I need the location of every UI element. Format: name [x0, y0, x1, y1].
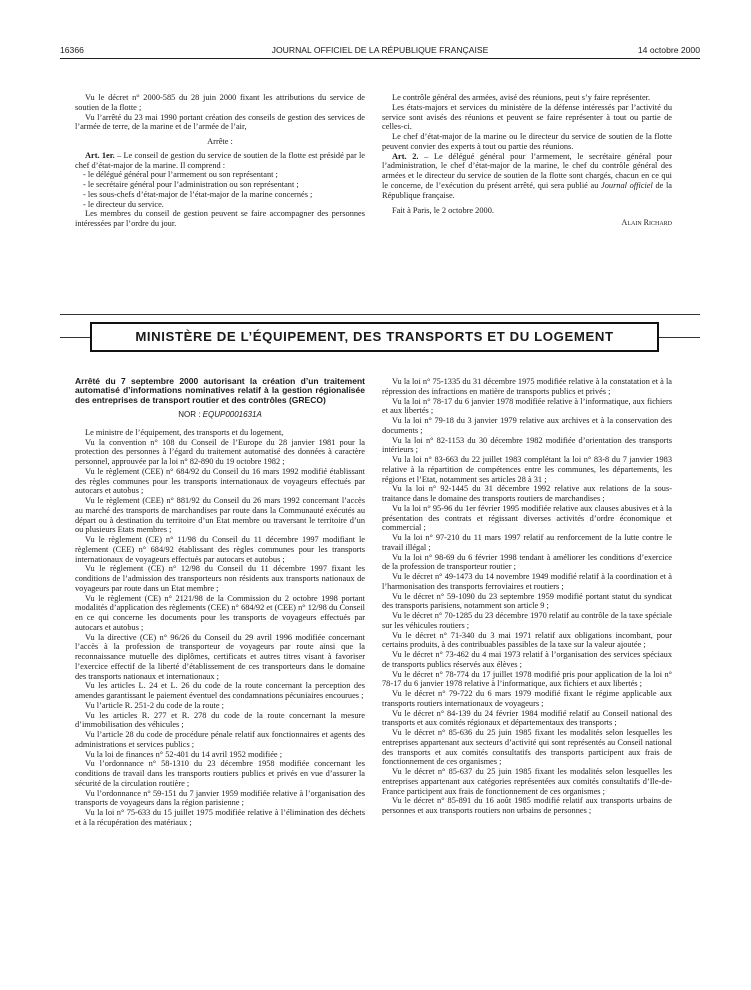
paragraph: Vu la loi n° 79-18 du 3 janvier 1979 relative aux archives et à la conservation des documents ;: [382, 416, 672, 435]
page-number: 16366: [60, 45, 84, 55]
paragraph: Vu le règlement (CE) n° 2121/98 de la Commission du 2 octobre 1998 portant modalités d’application des règlements (CEE) n° 684/92 et (CEE) n° 12/98 du Conseil en ce qui concerne les documents pour les transports de voyageurs effectués par autocars et autobus ;: [75, 593, 365, 632]
article-2-text-end: de la République française.: [382, 180, 672, 200]
paragraph: Les membres du conseil de gestion peuvent se faire accompagner des personnes intéressées par l’ordre du jour.: [75, 209, 365, 228]
arrete-title: Arrêté du 7 septembre 2000 autorisant la création d’un traitement automatisé d’informations nominatives relatif à la gestion régionalisée des entreprises de transport routier et des contrôles (GRECO): [75, 376, 365, 405]
paragraph: Vu le règlement (CEE) n° 881/92 du Conseil du 26 mars 1992 concernant l’accès au marché des transports de marchandises par route dans la Communauté exécutés au départ ou à destination du territoire d’un Etat membre ou traversant le territoire d’un ou plusieurs Etats membres ;: [75, 496, 365, 535]
list-item: - le secrétaire général pour l’administration ou son représentant ;: [75, 180, 365, 190]
paragraph: Vu le règlement (CE) n° 11/98 du Conseil du 11 décembre 1997 modifiant le règlement (CEE) n° 684/92 établissant des règles communes pour les transports internationaux de voyageurs effectués par autocars et autobus ;: [75, 535, 365, 564]
article-1-label: Art. 1er.: [85, 150, 115, 160]
list-item: - le délégué général pour l’armement ou son représentant ;: [75, 170, 365, 180]
paragraph: Vu le décret n° 71-340 du 3 mai 1971 relatif aux obligations incombant, pour certains produits, à des contribuables passibles de la taxe sur la valeur ajoutée ;: [382, 630, 672, 650]
paragraph: Vu les articles L. 24 et L. 26 du code de la route concernant la perception des amendes garantissant le paiement éventuel des condamnations pécuniaires encourues ;: [75, 681, 365, 701]
paragraph: Le ministre de l’équipement, des transports et du logement,: [85, 427, 284, 437]
top-left-column: [75, 93, 365, 229]
paragraph: Vu la loi n° 97-210 du 11 mars 1997 relatif au renforcement de la lutte contre le travail illégal ;: [382, 533, 672, 552]
paragraph: Vu la loi n° 98-69 du 6 février 1998 tendant à améliorer les conditions d’exercice de la profession de transporteur routier ;: [382, 552, 672, 572]
paragraph: Vu la convention n° 108 du Conseil de l’Europe du 28 janvier 1981 pour la protection des personnes à l’égard du traitement automatisé des données à caractère personnel, approuvée par la loi n° 82-890 du 19 octobre 1982 ;: [75, 437, 365, 467]
paragraph: Vu l’article R. 251-2 du code de la route ;: [85, 700, 224, 710]
paragraph: Vu le décret n° 78-774 du 17 juillet 1978 modifié pris pour application de la loi n° 78-17 du 6 janvier 1978 relative à l’informatique, aux fichiers et aux libertés ;: [382, 669, 672, 689]
paragraph: Vu le règlement (CE) n° 12/98 du Conseil du 11 décembre 1997 fixant les conditions de l’admission des transporteurs non résidents aux transports nationaux de voyageurs par route dans un Etat membre ;: [75, 564, 365, 593]
paragraph: Vu le règlement (CEE) n° 684/92 du Conseil du 16 mars 1992 modifié établissant des règles communes pour les transports internationaux de voyageurs effectués par autocars et autobus ;: [75, 466, 365, 496]
paragraph: Vu le décret n° 73-462 du 4 mai 1973 relatif à l’organisation des services spéciaux de transports publics réservés aux élèves ;: [382, 650, 672, 669]
page-header: [60, 44, 700, 59]
arrete-heading: Arrête :: [207, 137, 233, 146]
paragraph: Vu l’ordonnance n° 58-1310 du 23 décembre 1958 modifiée concernant les conditions de travail dans les transports routiers publics et privés en vue d’assurer la sécurité de la circulation routière ;: [75, 759, 365, 788]
journal-name: Journal officiel: [601, 180, 653, 190]
paragraph: Vu le décret n° 70-1285 du 23 décembre 1970 relatif au contrôle de la taxe spéciale sur les véhicules routiers ;: [382, 611, 672, 630]
bottom-right-column: [382, 377, 672, 816]
article-2: [382, 152, 672, 201]
article-2-label: Art. 2.: [392, 151, 419, 161]
paragraph: Vu le décret n° 85-637 du 25 juin 1985 fixant les modalités selon lesquelles les entreprises appartenant aux catégories représentées aux comités consultatifs d’Ile-de-France participent aux frais de fonctionnement de ces organismes ;: [382, 767, 672, 796]
paragraph: Vu la loi n° 78-17 du 6 janvier 1978 modifiée relative à l’informatique, aux fichiers et aux libertés ;: [382, 396, 672, 416]
paragraph: Les états-majors et services du ministère de la défense intéressés par l’activité du service sont avisés des réunions et peuvent se faire représenter à tout ou partie de celles-ci.: [382, 102, 672, 132]
paragraph: Vu le décret n° 59-1090 du 23 septembre 1959 modifié portant statut du syndicat des transports parisiens, notamment son article 9 ;: [382, 591, 672, 611]
paragraph: Vu la directive (CE) n° 96/26 du Conseil du 29 avril 1996 modifiée concernant l’accès à la profession de transporteur de voyageurs par route ainsi que la reconnaissance mutuelle des diplômes, certificats et autres titres visant à favoriser l’exercice effectif de la liberté d’établissement de ces transporteurs dans le domaine des transports nationaux et internationaux ;: [75, 632, 365, 681]
journal-title: JOURNAL OFFICIEL DE LA RÉPUBLIQUE FRANÇAISE: [271, 45, 489, 55]
paragraph: Vu le décret n° 49-1473 du 14 novembre 1949 modifié relatif à la coordination et à l’harmonisation des transports ferroviaires et routiers ;: [382, 572, 672, 591]
paragraph: Vu le décret n° 79-722 du 6 mars 1979 modifié fixant le régime applicable aux transports routiers internationaux de voyageurs ;: [382, 689, 672, 708]
nor-code: EQUP0001631A: [202, 410, 262, 420]
list-item: - les sous-chefs d’état-major de l’état-major de la marine concernés ;: [75, 190, 365, 200]
paragraph: Le contrôle général des armées, avisé des réunions, peut s’y faire représenter.: [392, 93, 651, 102]
members-list: [75, 170, 365, 209]
paragraph: Vu la loi n° 82-1153 du 30 décembre 1982 modifiée d’orientation des transports intérieurs ;: [382, 435, 672, 455]
paragraph: Vu la loi n° 75-1335 du 31 décembre 1975 modifiée relative à la constatation et à la répression des infractions en matière de transports publics et privés ;: [382, 377, 672, 396]
top-right-column: [382, 93, 672, 228]
article-2-text: – Le délégué général pour l’armement, le secrétaire général pour l’administration, le chef d’état-major de la marine, le chef du contrôle général des armées et le directeur du service de soutien de la flotte sont chargés, chacun en ce qui le concerne, de l’exécution du présent arrêté, qui sera publié au: [382, 151, 672, 190]
paragraph: Vu l’arrêté du 23 mai 1990 portant création des conseils de gestion des services de l’armée de terre, de la marine et de l’armée de l’air,: [75, 112, 365, 132]
signature: Alain Richard: [621, 218, 672, 227]
ministry-banner: MINISTÈRE DE L’ÉQUIPEMENT, DES TRANSPORTS ET DU LOGEMENT: [90, 322, 659, 352]
paragraph: Vu la loi n° 95-96 du 1er février 1995 modifiée relative aux clauses abusives et à la présentation des contrats et régissant diverses activités d’ordre économique et commercial ;: [382, 503, 672, 533]
list-item: - le directeur du service.: [75, 200, 365, 210]
paragraph: Vu le décret n° 2000-585 du 28 juin 2000 fixant les attributions du service de soutien de la flotte ;: [75, 93, 365, 112]
paragraph: Vu les articles R. 277 et R. 278 du code de la route concernant la mesure d’immobilisation des véhicules ;: [75, 710, 365, 730]
paragraph: Le chef d’état-major de la marine ou le directeur du service de soutien de la flotte peuvent convier des experts à tout ou partie des réunions.: [382, 132, 672, 151]
issue-date: 14 octobre 2000: [637, 45, 700, 55]
paragraph: Vu l’article 28 du code de procédure pénale relatif aux fonctionnaires et agents des administrations et services publics ;: [75, 730, 365, 749]
paragraph: Vu la loi n° 75-633 du 15 juillet 1975 modifiée relative à l’élimination des déchets et à la récupération des matériaux ;: [75, 808, 365, 827]
paragraph: Vu la loi de finances n° 52-401 du 14 avril 1952 modifiée ;: [85, 749, 283, 759]
place-date: Fait à Paris, le 2 octobre 2000.: [392, 206, 494, 216]
paragraph: Vu la loi n° 92-1445 du 31 décembre 1992 relative aux relations de la sous-traitance dans le domaine des transports routiers de marchandises ;: [382, 484, 672, 503]
paragraph: Vu le décret n° 85-891 du 16 août 1985 modifié relatif aux transports urbains de personnes et aux transports routiers non urbains de personnes ;: [382, 796, 672, 815]
article-1: [75, 151, 365, 171]
article-1-text: – Le conseil de gestion du service de soutien de la flotte est présidé par le chef d’état-major de la marine. Il comprend :: [75, 150, 366, 170]
paragraph: Vu la loi n° 83-663 du 22 juillet 1983 complétant la loi n° 83-8 du 7 janvier 1983 relative à la répartition de compétences entre les communes, les départements, les régions et l’Etat, notamment ses articles 28 à 31 ;: [382, 455, 672, 484]
paragraph: Vu le décret n° 84-139 du 24 février 1984 modifié relatif au Conseil national des transports et aux comités régionaux et départementaux des transports ;: [382, 708, 672, 728]
nor-reference: [75, 410, 365, 420]
paragraph: Vu l’ordonnance n° 59-151 du 7 janvier 1959 modifiée relative à l’organisation des transports de voyageurs dans la région parisienne ;: [75, 788, 365, 808]
bottom-left-column: [75, 377, 365, 828]
paragraph: Vu le décret n° 85-636 du 25 juin 1985 fixant les modalités selon lesquelles les entreprises appartenant aux secteurs d’activité qui sont représentés au Conseil national des transports et aux comités consultatifs des transports participent aux frais de fonctionnement de ces organismes ;: [382, 728, 672, 767]
nor-label: NOR :: [178, 410, 203, 420]
